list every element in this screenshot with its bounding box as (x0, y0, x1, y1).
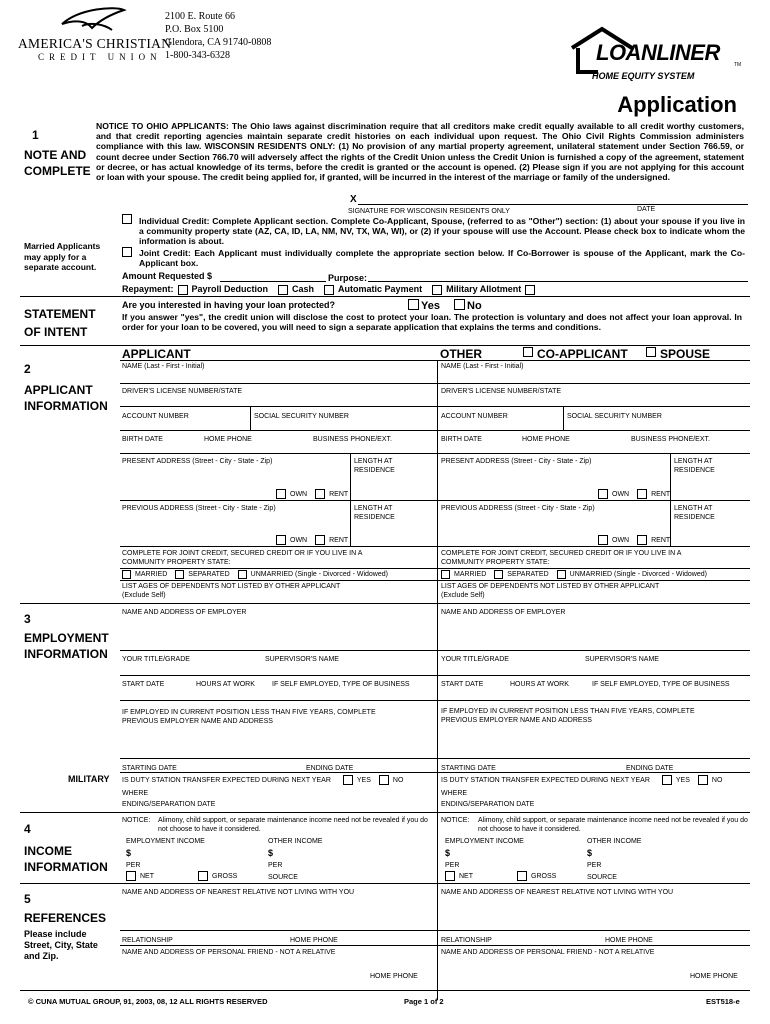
dl-label: DRIVER'S LICENSE NUMBER/STATE (441, 388, 562, 395)
intent-question: Are you interested in having your loan protected? (122, 300, 336, 310)
section-label-line: INCOME (24, 844, 72, 858)
dollar-sign: $ (268, 848, 274, 858)
address-block (165, 10, 271, 62)
per-label: PER (587, 862, 602, 869)
loanliner-logo: LOANLINER (596, 40, 720, 65)
repayment-row (122, 284, 535, 295)
address-line: 1-800-343-6328 (165, 50, 230, 61)
exclude-label: (Exclude Self) (441, 592, 485, 599)
payroll-checkbox[interactable] (178, 285, 188, 295)
section-label-line: EMPLOYMENT (24, 631, 109, 645)
home-phone-label: HOME PHONE (690, 973, 738, 980)
starting-date-label: STARTING DATE (122, 765, 177, 772)
military-label: MILITARY (68, 774, 110, 784)
name-label: NAME (Last - First - Initial) (441, 363, 524, 370)
own-checkbox[interactable] (598, 535, 608, 545)
form-number: EST518-e (706, 997, 740, 1006)
rent-checkbox[interactable] (315, 535, 325, 545)
no-label: NO (711, 776, 723, 784)
unmarried-label: UNMARRIED (Single - Divorced - Widowed) (250, 571, 388, 578)
present-address-label: PRESENT ADDRESS (Street - City - State - Zip) (122, 458, 273, 465)
married-checkbox[interactable] (122, 570, 131, 579)
unmarried-label: UNMARRIED (Single - Divorced - Widowed) (569, 571, 707, 578)
individual-credit-text: Individual Credit: Complete Applicant section. Complete Co-Applicant, Spouse, (referred to as "Other") section: (1) about your spouse if you live in a community property state (AZ, CA, ID, LA, NM, NV, TX, WA, WI), or (2) if your spouse will use the Account. Please check box to indicate whom the information is about. (139, 216, 745, 247)
purpose-label: Purpose: (328, 273, 368, 283)
net-label: NET (459, 872, 473, 880)
no-label: No (467, 300, 482, 312)
spouse-label: SPOUSE (660, 347, 711, 361)
emp-income-label: EMPLOYMENT INCOME (126, 838, 205, 845)
no-checkbox[interactable] (454, 299, 465, 310)
duty-row (441, 775, 722, 785)
prev-employer-label: IF EMPLOYED IN CURRENT POSITION LESS THAN FIVE YEARS, COMPLETE PREVIOUS EMPLOYER NAME AND ADDRESS (441, 708, 695, 724)
self-employed-label: IF SELF EMPLOYED, TYPE OF BUSINESS (592, 681, 730, 688)
gross-label: GROSS (212, 872, 238, 880)
intent-label-line: STATEMENT (24, 307, 96, 321)
income-notice: Alimony, child support, or separate maintenance income need not be revealed if you do not choose to have it considered. (158, 817, 428, 833)
yes-label: YES (675, 776, 690, 784)
name-label: NAME (Last - First - Initial) (122, 363, 205, 370)
per-label: PER (126, 862, 141, 869)
ending-date-label: ENDING DATE (626, 765, 674, 772)
end-sep-label: ENDING/SEPARATION DATE (441, 801, 535, 808)
prev-employer-label: IF EMPLOYED IN CURRENT POSITION LESS THAN FIVE YEARS, COMPLETE PREVIOUS EMPLOYER NAME AND ADDRESS (122, 709, 376, 725)
sign-x: X (350, 194, 357, 205)
own-label: OWN (290, 490, 308, 498)
starting-date-label: STARTING DATE (441, 765, 496, 772)
coapplicant-checkbox[interactable] (523, 347, 533, 357)
home-phone-label: HOME PHONE (290, 937, 338, 944)
length-label: LENGTH AT RESIDENCE (674, 505, 715, 521)
present-address-label: PRESENT ADDRESS (Street - City - State - Zip) (441, 458, 592, 465)
dollar-sign: $ (587, 848, 593, 858)
section-label (24, 382, 108, 414)
per-label: PER (268, 862, 283, 869)
unmarried-checkbox[interactable] (238, 570, 247, 579)
coapplicant-label: CO-APPLICANT (537, 347, 628, 361)
title-label: YOUR TITLE/GRADE (441, 656, 509, 663)
page-title: Application (617, 92, 737, 117)
address-line: Glendora, CA 91740-0808 (165, 37, 272, 48)
title-label: YOUR TITLE/GRADE (122, 656, 190, 663)
amount-line[interactable] (220, 281, 326, 282)
divider (20, 345, 750, 346)
start-date-label: START DATE (122, 681, 165, 688)
dependents-label: LIST AGES OF DEPENDENTS NOT LISTED BY OTHER APPLICANT (122, 583, 341, 590)
automatic-label: Automatic Payment (338, 284, 423, 294)
other-income-label: OTHER INCOME (587, 838, 642, 845)
employer-label: NAME AND ADDRESS OF EMPLOYER (122, 609, 247, 616)
duty-label: IS DUTY STATION TRANSFER EXPECTED DURING NEXT YEAR (441, 776, 650, 784)
signature-line[interactable] (358, 204, 748, 205)
dove-icon (62, 8, 124, 30)
home-phone-label: HOME PHONE (605, 937, 653, 944)
length-label: LENGTH AT RESIDENCE (354, 505, 395, 521)
page-number: Page 1 of 2 (404, 997, 444, 1006)
net-gross-row (126, 871, 237, 881)
married-note: Married Applicants may apply for a separate account. (24, 241, 101, 272)
loanliner-sub: HOME EQUITY SYSTEM (592, 71, 695, 81)
section-number: 3 (24, 612, 31, 626)
section-label (24, 630, 109, 662)
acu-sub: CREDIT UNION (38, 52, 162, 62)
duty-no-checkbox[interactable] (698, 775, 708, 785)
hours-label: HOURS AT WORK (196, 681, 255, 688)
military-allotment-checkbox[interactable] (525, 285, 535, 295)
rent-checkbox[interactable] (637, 535, 647, 545)
where-label: WHERE (122, 790, 149, 797)
rent-label: RENT (329, 536, 349, 544)
divider (20, 296, 750, 297)
source-label: SOURCE (268, 874, 298, 881)
signature-label: SIGNATURE FOR WISCONSIN RESIDENTS ONLY (348, 208, 510, 215)
separated-checkbox[interactable] (494, 570, 503, 579)
military-checkbox[interactable] (432, 285, 442, 295)
married-checkbox[interactable] (441, 570, 450, 579)
spouse-checkbox[interactable] (646, 347, 656, 357)
separated-checkbox[interactable] (175, 570, 184, 579)
previous-address-label: PREVIOUS ADDRESS (Street - City - State - Zip) (441, 505, 595, 512)
friend-label: NAME AND ADDRESS OF PERSONAL FRIEND - NOT A RELATIVE (441, 949, 655, 956)
copyright: © CUNA MUTUAL GROUP, 91, 2003, 08, 12 ALL RIGHTS RESERVED (28, 997, 268, 1006)
notice-label: NOTICE: (441, 817, 470, 824)
notice-label: NOTICE: (122, 817, 151, 824)
automatic-checkbox[interactable] (324, 285, 334, 295)
notice-text: NOTICE TO OHIO APPLICANTS: The Ohio laws against discrimination require that all creditors make credit equally available to all credit worthy customers, and that credit reporting agencies maintain separate credit histories on each individual upon request. The Ohio Civil Rights Commission administers compliance with this law. WISCONSIN RESIDENTS ONLY: (1) No provision of any martial property agreement, unilateral statement under Section 766.59, or count decree under Section 766.70 will adversely affect the rights of the Credit Union unless the Credit Union is furnished a copy of the agreement, statement or decree, or has actual knowledge of its terms, before the credit is granted or the account is opened. (2) Please sign if you are not applying for this account or loan with your spouse. The credit being applied for, if granted, will be incurred in the interest of the marriage or family of the undersigned. (96, 121, 744, 183)
duty-label: IS DUTY STATION TRANSFER EXPECTED DURING NEXT YEAR (122, 776, 331, 784)
section-label (24, 147, 91, 179)
references-label: REFERENCES (24, 911, 107, 925)
ssn-label: SOCIAL SECURITY NUMBER (567, 413, 662, 420)
intent-label-line: OF INTENT (24, 325, 88, 339)
employer-label: NAME AND ADDRESS OF EMPLOYER (441, 609, 566, 616)
own-label: OWN (612, 536, 630, 544)
ssn-label: SOCIAL SECURITY NUMBER (254, 413, 349, 420)
supervisor-label: SUPERVISOR'S NAME (585, 656, 659, 663)
ending-date-label: ENDING DATE (306, 765, 354, 772)
dollar-sign: $ (126, 848, 132, 858)
cash-label: Cash (292, 284, 315, 294)
own-rent-row (598, 535, 670, 545)
supervisor-label: SUPERVISOR'S NAME (265, 656, 339, 663)
dollar-sign: $ (445, 848, 451, 858)
acu-name: AMERICA'S CHRISTIAN (18, 36, 172, 51)
joint-note: COMPLETE FOR JOINT CREDIT, SECURED CREDIT OR IF YOU LIVE IN A COMMUNITY PROPERTY STATE: (122, 550, 362, 566)
address-line: 2100 E. Route 66 (165, 11, 235, 22)
section-label-line: APPLICANT (24, 383, 93, 397)
duty-yes-checkbox[interactable] (343, 775, 353, 785)
intent-label (24, 306, 96, 340)
rent-label: RENT (651, 490, 671, 498)
section-label-line: INFORMATION (24, 399, 108, 413)
other-income-label: OTHER INCOME (268, 838, 323, 845)
rent-label: RENT (329, 490, 349, 498)
relationship-label: RELATIONSHIP (122, 937, 173, 944)
net-checkbox[interactable] (126, 871, 136, 881)
rent-checkbox[interactable] (637, 489, 647, 499)
length-label: LENGTH AT RESIDENCE (354, 458, 395, 474)
separated-label: SEPARATED (188, 571, 230, 578)
own-checkbox[interactable] (598, 489, 608, 499)
payroll-label: Payroll Deduction (191, 284, 269, 294)
cash-checkbox[interactable] (278, 285, 288, 295)
section-label-line: COMPLETE (24, 164, 91, 178)
marital-row (122, 570, 388, 579)
dependents-label: LIST AGES OF DEPENDENTS NOT LISTED BY OTHER APPLICANT (441, 583, 660, 590)
friend-label: NAME AND ADDRESS OF PERSONAL FRIEND - NOT A RELATIVE (122, 949, 336, 956)
birth-label: BIRTH DATE (122, 436, 163, 443)
net-label: NET (140, 872, 154, 880)
account-label: ACCOUNT NUMBER (122, 413, 189, 420)
marital-row (441, 570, 707, 579)
home-phone-label: HOME PHONE (370, 973, 418, 980)
gross-checkbox[interactable] (198, 871, 208, 881)
section-number: 1 (32, 128, 39, 142)
duty-yes-checkbox[interactable] (662, 775, 672, 785)
individual-credit-checkbox[interactable] (122, 214, 132, 224)
references-note: Please include Street, City, State and Zip. (24, 929, 98, 961)
joint-credit-checkbox[interactable] (122, 247, 132, 257)
duty-row (122, 775, 403, 785)
own-rent-row (276, 535, 348, 545)
gross-checkbox[interactable] (517, 871, 527, 881)
where-label: WHERE (441, 790, 468, 797)
intent-text: If you answer "yes", the credit union will disclose the cost to protect your loan. The protection is voluntary and does not affect your loan approval. In order for your loan to be covered, you will need to sign a separate application that explains the terms and conditions. (122, 312, 742, 333)
per-label: PER (445, 862, 460, 869)
section-number: 5 (24, 892, 31, 906)
exclude-label: (Exclude Self) (122, 592, 166, 599)
previous-address-label: PREVIOUS ADDRESS (Street - City - State - Zip) (122, 505, 276, 512)
section-label-line: NOTE AND (24, 148, 87, 162)
address-line: P.O. Box 5100 (165, 24, 224, 35)
section-label-line: INFORMATION (24, 860, 108, 874)
own-rent-row (598, 489, 670, 499)
self-employed-label: IF SELF EMPLOYED, TYPE OF BUSINESS (272, 681, 410, 688)
start-date-label: START DATE (441, 681, 484, 688)
business-phone-label: BUSINESS PHONE/EXT. (313, 436, 392, 443)
section-number: 2 (24, 362, 31, 376)
income-notice: Alimony, child support, or separate maintenance income need not be revealed if you do not choose to have it considered. (478, 817, 748, 833)
own-rent-row (276, 489, 348, 499)
home-phone-label: HOME PHONE (204, 436, 252, 443)
emp-income-label: EMPLOYMENT INCOME (445, 838, 524, 845)
length-label: LENGTH AT RESIDENCE (674, 458, 715, 474)
section-label (24, 843, 108, 875)
applicant-header: APPLICANT (122, 347, 191, 361)
duty-no-checkbox[interactable] (379, 775, 389, 785)
net-checkbox[interactable] (445, 871, 455, 881)
relationship-label: RELATIONSHIP (441, 937, 492, 944)
yes-checkbox[interactable] (408, 299, 419, 310)
rent-label: RENT (651, 536, 671, 544)
date-label: DATE (637, 206, 656, 213)
joint-note: COMPLETE FOR JOINT CREDIT, SECURED CREDIT OR IF YOU LIVE IN A COMMUNITY PROPERTY STATE: (441, 550, 681, 566)
end-sep-label: ENDING/SEPARATION DATE (122, 801, 216, 808)
column-divider (437, 360, 438, 1000)
military-label: Military Allotment (446, 284, 522, 294)
own-checkbox[interactable] (276, 535, 286, 545)
purpose-line[interactable] (368, 281, 748, 282)
unmarried-checkbox[interactable] (557, 570, 566, 579)
no-label: NO (392, 776, 404, 784)
yes-label: YES (356, 776, 371, 784)
section-label-line: INFORMATION (24, 647, 108, 661)
trademark: TM (734, 62, 742, 68)
other-header: OTHER (440, 347, 482, 361)
source-label: SOURCE (587, 874, 617, 881)
business-phone-label: BUSINESS PHONE/EXT. (631, 436, 710, 443)
net-gross-row (445, 871, 556, 881)
own-checkbox[interactable] (276, 489, 286, 499)
dl-label: DRIVER'S LICENSE NUMBER/STATE (122, 388, 243, 395)
amount-requested-label: Amount Requested $ (122, 271, 213, 281)
own-label: OWN (612, 490, 630, 498)
joint-credit-text: Joint Credit: Each Applicant must individually complete the appropriate section below. If Co-Borrower is spouse of the Applicant, mark the Co-Applicant box. (139, 248, 745, 269)
account-label: ACCOUNT NUMBER (441, 413, 508, 420)
rent-checkbox[interactable] (315, 489, 325, 499)
separated-label: SEPARATED (507, 571, 549, 578)
yes-label: Yes (421, 300, 440, 312)
repayment-label: Repayment: (122, 284, 174, 294)
gross-label: GROSS (531, 872, 557, 880)
relative-label: NAME AND ADDRESS OF NEAREST RELATIVE NOT LIVING WITH YOU (441, 889, 674, 896)
married-label: MARRIED (135, 571, 168, 578)
married-label: MARRIED (454, 571, 487, 578)
relative-label: NAME AND ADDRESS OF NEAREST RELATIVE NOT LIVING WITH YOU (122, 889, 355, 896)
birth-label: BIRTH DATE (441, 436, 482, 443)
hours-label: HOURS AT WORK (510, 681, 569, 688)
own-label: OWN (290, 536, 308, 544)
section-number: 4 (24, 822, 31, 836)
home-phone-label: HOME PHONE (522, 436, 570, 443)
